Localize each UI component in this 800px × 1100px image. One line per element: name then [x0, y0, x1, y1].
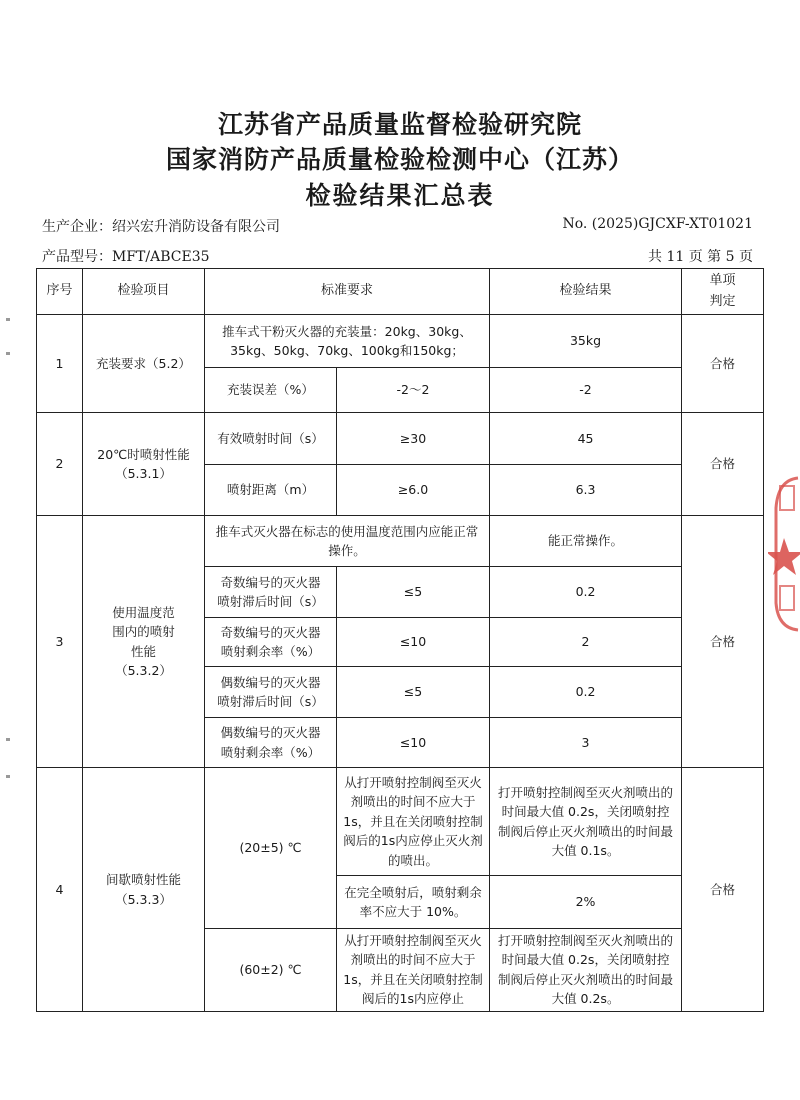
row2-res2: 6.3 [490, 465, 682, 516]
row1-req1: 推车式干粉灭火器的充装量：20kg、30kg、35kg、50kg、70kg、100kg和150kg； [205, 315, 490, 368]
row1-sub2: 充装误差（%） [205, 368, 337, 413]
title-summary: 检验结果汇总表 [305, 181, 495, 210]
page-count: 共 11 页 第 5 页 [648, 249, 753, 265]
row1-res2: -2 [490, 368, 682, 413]
row2-verdict: 合格 [682, 413, 764, 516]
row3-res0: 能正常操作。 [490, 516, 682, 567]
row3-req2: ≤10 [337, 618, 490, 667]
table-row [37, 516, 764, 567]
row2-res1: 45 [490, 413, 682, 465]
header-no: 序号 [37, 269, 83, 315]
row3-res4: 3 [490, 718, 682, 768]
header-row [37, 269, 764, 315]
row4-temp2: (60±2) ℃ [205, 929, 337, 1012]
binding-mark [6, 318, 10, 321]
row4-req3: 从打开喷射控制阀至灭火剂喷出的时间不应大于 1s，并且在关闭喷射控制阀后的1s内应停止 [337, 929, 490, 1012]
report-number: No. (2025)GJCXF-XT01021 [562, 216, 753, 232]
row4-verdict: 合格 [682, 768, 764, 1012]
row3-no: 3 [37, 516, 83, 768]
header-standard: 标准要求 [205, 269, 490, 315]
header-verdict: 单项判定 [682, 269, 764, 315]
table-row [37, 413, 764, 465]
row3-res3: 0.2 [490, 667, 682, 718]
row1-res1: 35kg [490, 315, 682, 368]
row2-sub1: 有效喷射时间（s） [205, 413, 337, 465]
row2-sub2: 喷射距离（m） [205, 465, 337, 516]
row2-item: 20℃时喷射性能（5.3.1） [83, 413, 205, 516]
binding-mark [6, 352, 10, 355]
table-row [37, 315, 764, 368]
row2-no: 2 [37, 413, 83, 516]
row3-sub4: 偶数编号的灭火器喷射剩余率（%） [205, 718, 337, 768]
seal-stamp-fragment [768, 468, 800, 638]
row4-req2: 在完全喷射后，喷射剩余率不应大于 10%。 [337, 876, 490, 929]
row3-item: 使用温度范围内的喷射性能（5.3.2） [83, 516, 205, 768]
row3-sub3: 偶数编号的灭火器喷射滞后时间（s） [205, 667, 337, 718]
row3-verdict: 合格 [682, 516, 764, 768]
row3-sub1: 奇数编号的灭火器喷射滞后时间（s） [205, 567, 337, 618]
row3-res2: 2 [490, 618, 682, 667]
row3-req1: ≤5 [337, 567, 490, 618]
binding-mark [6, 775, 10, 778]
row4-res1: 打开喷射控制阀至灭火剂喷出的时间最大值 0.2s，关闭喷射控制阀后停止灭火剂喷出的时间最大值 0.1s。 [490, 768, 682, 876]
row2-req1: ≥30 [337, 413, 490, 465]
row4-res3: 打开喷射控制阀至灭火剂喷出的时间最大值 0.2s，关闭喷射控制阀后停止灭火剂喷出的时间最大值 0.2s。 [490, 929, 682, 1012]
results-table [36, 268, 764, 1012]
row4-item: 间歇喷射性能（5.3.3） [83, 768, 205, 1012]
title-institute: 江苏省产品质量监督检验研究院 [217, 110, 582, 139]
row4-no: 4 [37, 768, 83, 1012]
row3-sub2: 奇数编号的灭火器喷射剩余率（%） [205, 618, 337, 667]
row1-item: 充装要求（5.2） [83, 315, 205, 413]
row4-req1: 从打开喷射控制阀至灭火剂喷出的时间不应大于 1s，并且在关闭喷射控制阀后的1s内应停止灭火剂的喷出。 [337, 768, 490, 876]
binding-mark [6, 738, 10, 741]
row4-temp1: (20±5) ℃ [205, 768, 337, 929]
row1-no: 1 [37, 315, 83, 413]
row3-req3: ≤5 [337, 667, 490, 718]
row1-verdict: 合格 [682, 315, 764, 413]
row3-req4: ≤10 [337, 718, 490, 768]
row2-req2: ≥6.0 [337, 465, 490, 516]
header-result: 检验结果 [490, 269, 682, 315]
row3-req0: 推车式灭火器在标志的使用温度范围内应能正常操作。 [205, 516, 490, 567]
manufacturer: 生产企业：绍兴宏升消防设备有限公司 [42, 219, 280, 235]
product-model: 产品型号：MFT/ABCE35 [42, 249, 210, 265]
table-row [37, 768, 764, 876]
title-center: 国家消防产品质量检验检测中心（江苏） [165, 145, 634, 174]
header-item: 检验项目 [83, 269, 205, 315]
row4-res2: 2% [490, 876, 682, 929]
row1-req2: -2～2 [337, 368, 490, 413]
row3-res1: 0.2 [490, 567, 682, 618]
